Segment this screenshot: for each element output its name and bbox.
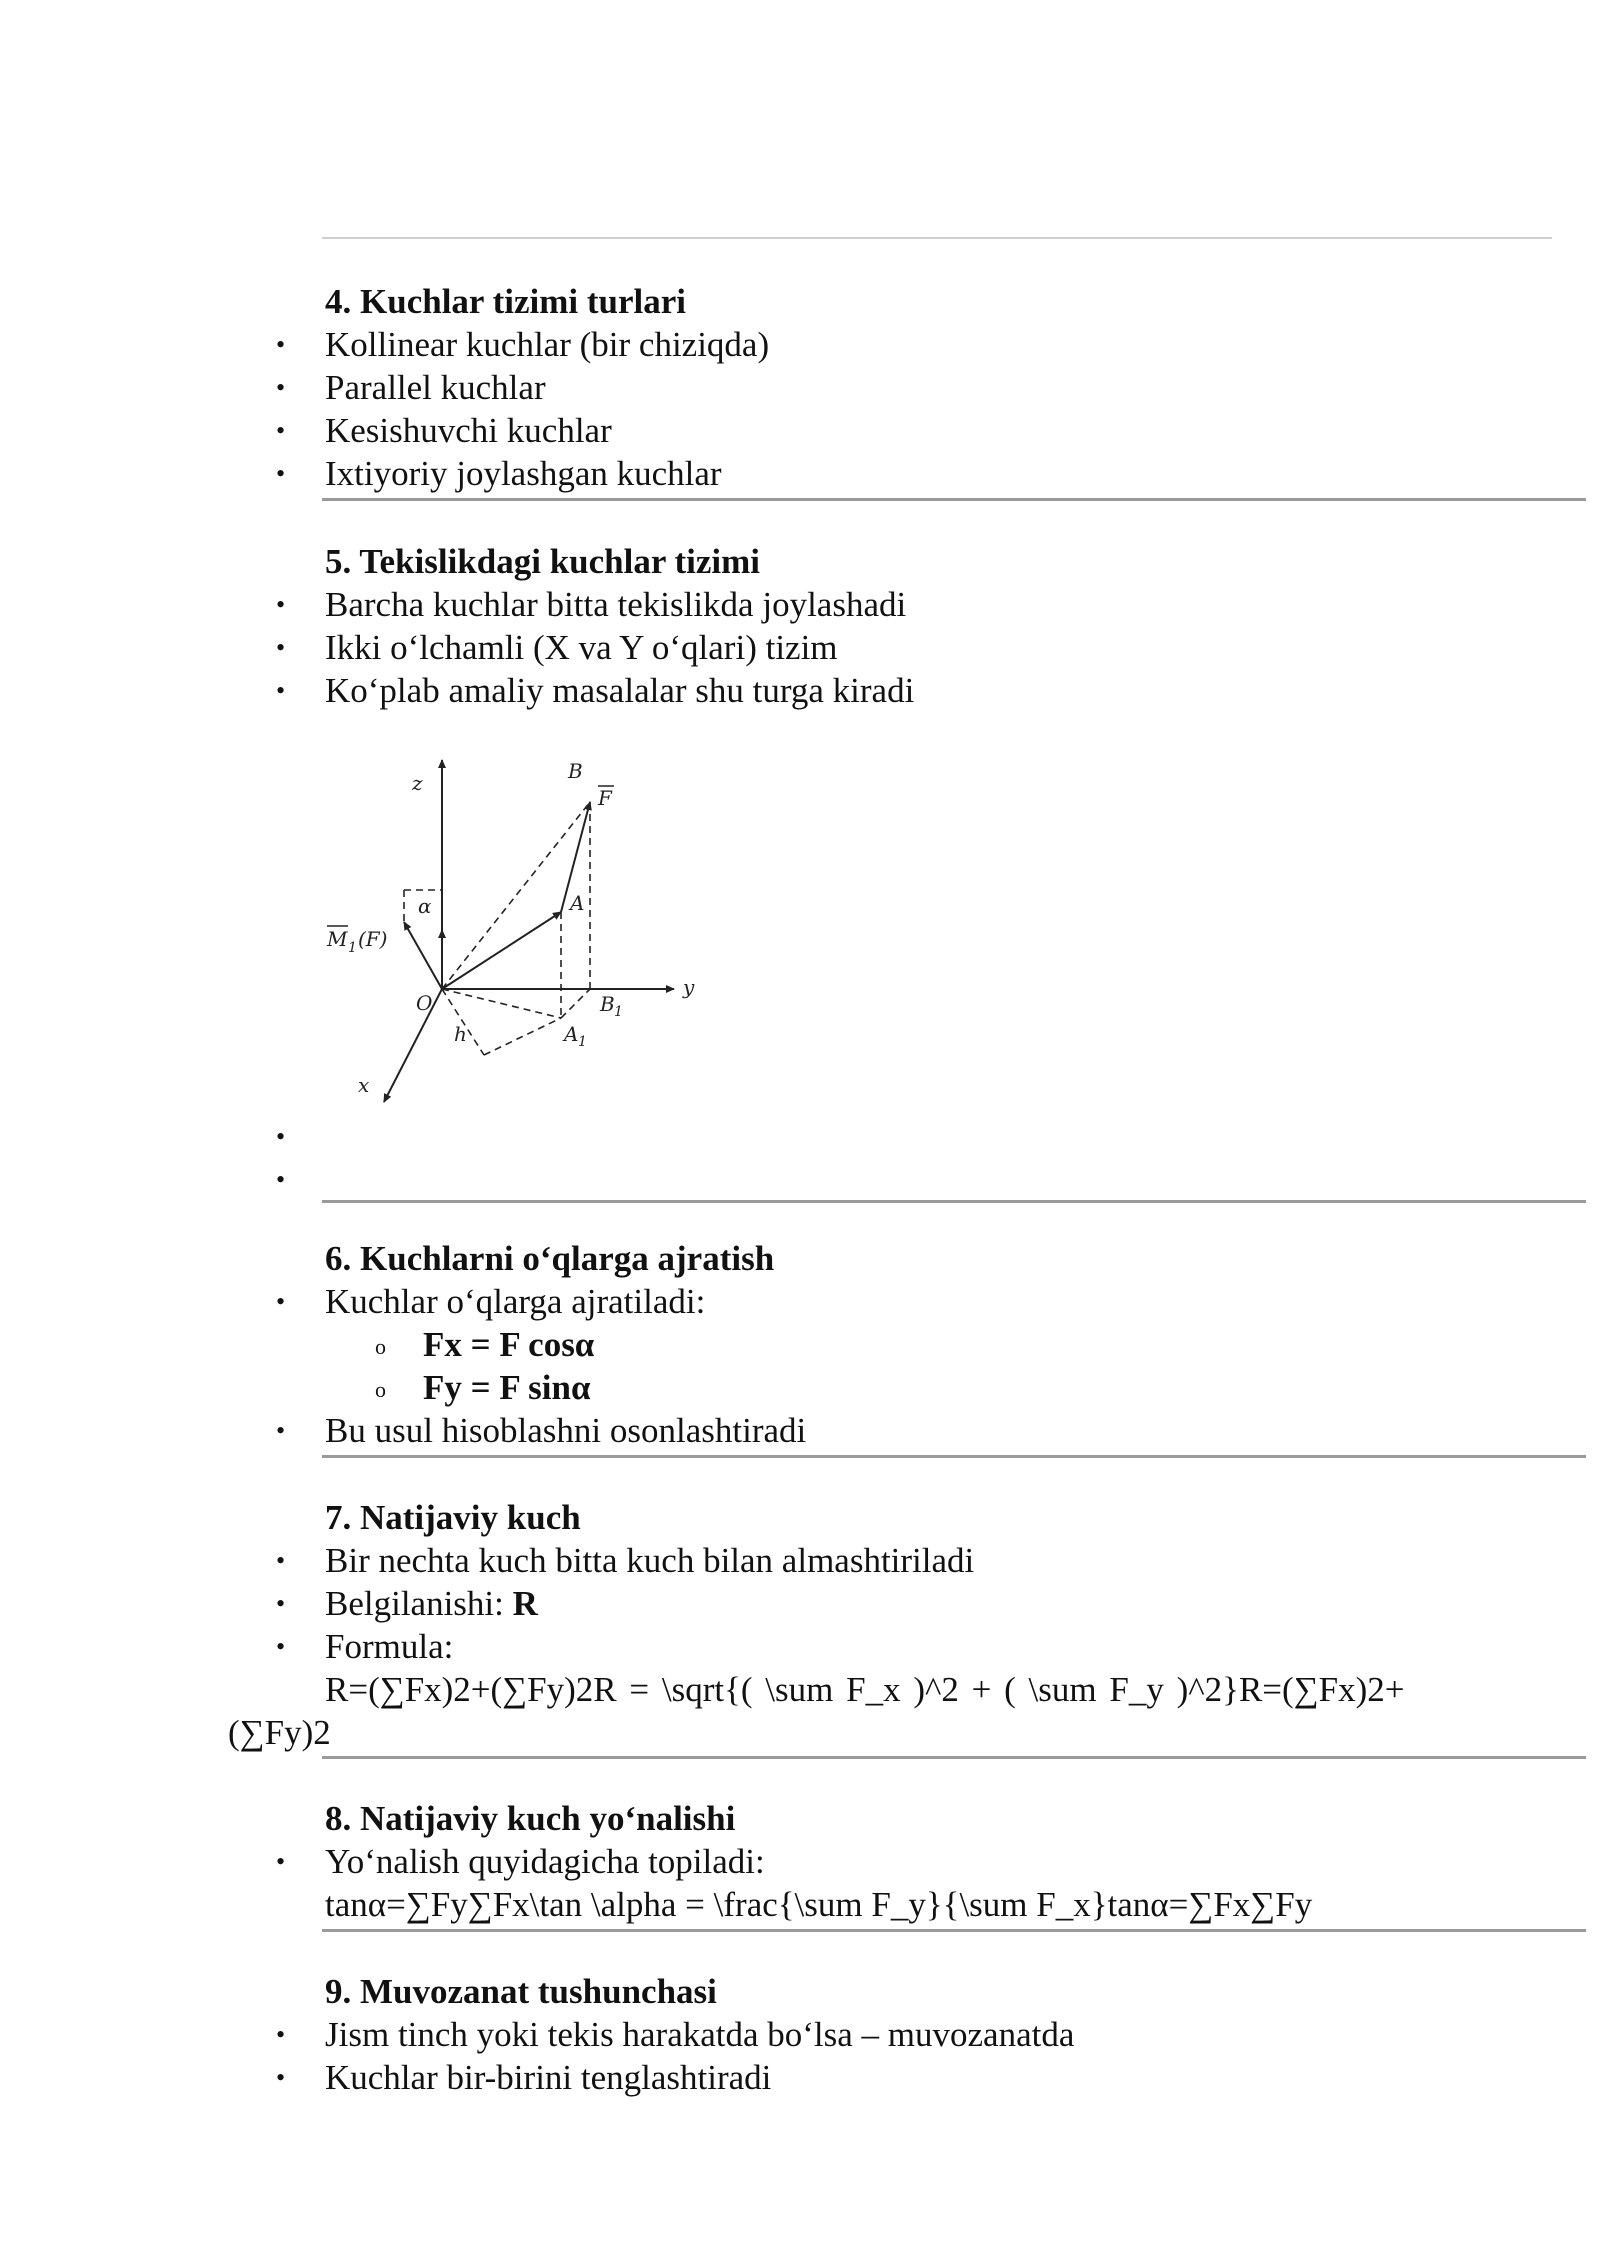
bullet-marker: • [276,1122,286,1151]
bullet-marker: • [276,1546,286,1575]
x-axis [384,989,442,1102]
section-6-item: Kuchlar o‘qlarga ajratiladi: [325,1282,706,1321]
section-5-heading: 5. Tekislikdagi kuchlar tizimi [325,542,761,581]
section-6-heading: 6. Kuchlarni o‘qlarga ajratish [325,1239,775,1278]
dashed-h2 [484,1018,561,1055]
bullet-marker: • [276,633,286,662]
section-9-item: Jism tinch yoki tekis harakatda bo‘lsa – muvozanatda [325,2015,1075,2054]
divider-top [322,237,1552,239]
bullet-marker: • [276,2063,286,2092]
bullet-marker: • [276,416,286,445]
label-a1-sub: 1 [578,1034,587,1050]
section-9-heading: 9. Muvozanat tushunchasi [325,1972,717,2011]
section-4-heading: 4. Kuchlar tizimi turlari [325,282,686,321]
bullet-marker: • [276,330,286,359]
direction-formula: tanα=∑Fy∑Fx\tan \alpha = \frac{\sum F_y}{\sum F_x}tanα=∑Fx∑Fy [325,1885,1313,1924]
label-o: O [416,991,433,1015]
resultant-formula-line-1: R=(∑Fx)2+(∑Fy)2R = \sqrt{( \sum F_x )^2 + ( \sum F_y )^2}R=(∑Fx)2+ [325,1670,1405,1709]
moment-vector [404,922,442,989]
resultant-formula-line-2: (∑Fy)2 [228,1713,331,1752]
divider-section-6 [322,1455,1586,1458]
label-m: M [327,927,348,951]
force-diagram [318,750,718,1120]
divider-section-7 [322,1756,1586,1759]
section-7-item: Formula: [325,1627,454,1666]
bullet-marker: • [276,1632,286,1661]
bullet-marker: • [276,1165,286,1194]
bullet-marker: • [276,373,286,402]
bullet-marker: • [276,2020,286,2049]
dashed-o-a1 [442,989,561,1018]
section-7-heading: 7. Natijaviy kuch [325,1498,581,1537]
dashed-ob [442,802,590,989]
bullet-marker: • [276,676,286,705]
section-7-item [325,1582,538,1626]
bullet-marker: • [276,1847,286,1876]
section-9-item: Kuchlar bir-birini tenglashtiradi [325,2058,772,2097]
dashed-a1-b1 [561,989,590,1018]
label-b1-sub: 1 [614,1004,623,1020]
bullet-marker: • [276,459,286,488]
section-7-item: Bir nechta kuch bitta kuch bilan almashtiriladi [325,1541,975,1580]
section-4-item: Kesishuvchi kuchlar [325,411,612,450]
section-4-item: Ixtiyoriy joylashgan kuchlar [325,454,722,493]
divider-section-5 [322,1200,1586,1203]
section-5-item: Ikki o‘lchamli (X va Y o‘qlari) tizim [325,628,838,667]
label-f: F [598,786,612,810]
section-4-item: Kollinear kuchlar (bir chiziqda) [325,325,770,364]
formula-fx: Fx = F cosα [423,1325,595,1364]
label-b: B [568,759,583,783]
section-8-item: Yo‘nalish quyidagicha topiladi: [325,1842,765,1881]
label-y: y [683,975,695,999]
label-h: h [454,1022,467,1046]
notation-label: Belgilanishi: [325,1584,513,1623]
force-vector-oa [442,912,561,989]
formula-fy: Fy = F sinα [423,1368,591,1407]
bullet-marker: • [276,1589,286,1618]
label-a1: A [564,1022,579,1046]
divider-section-4 [322,498,1586,501]
label-alpha: α [418,894,432,918]
label-m-arg: (F) [358,927,388,951]
section-5-item: Barcha kuchlar bitta tekislikda joylashadi [325,585,907,624]
bullet-marker: • [276,590,286,619]
section-6-item: Bu usul hisoblashni osonlashtiradi [325,1411,807,1450]
notation-symbol: R [512,1584,538,1623]
bullet-marker: • [276,1416,286,1445]
label-a: A [570,891,585,915]
label-m-sub: 1 [348,940,357,956]
section-4-item: Parallel kuchlar [325,368,546,407]
label-b1: B [600,992,615,1016]
sub-bullet-marker: o [375,1334,386,1359]
label-x: x [358,1073,370,1097]
sub-bullet-marker: o [375,1377,386,1402]
label-z: z [412,771,423,795]
section-5-item: Ko‘plab amaliy masalalar shu turga kiradi [325,671,915,710]
section-8-heading: 8. Natijaviy kuch yo‘nalishi [325,1799,736,1838]
divider-section-8 [322,1929,1586,1932]
bullet-marker: • [276,1287,286,1316]
